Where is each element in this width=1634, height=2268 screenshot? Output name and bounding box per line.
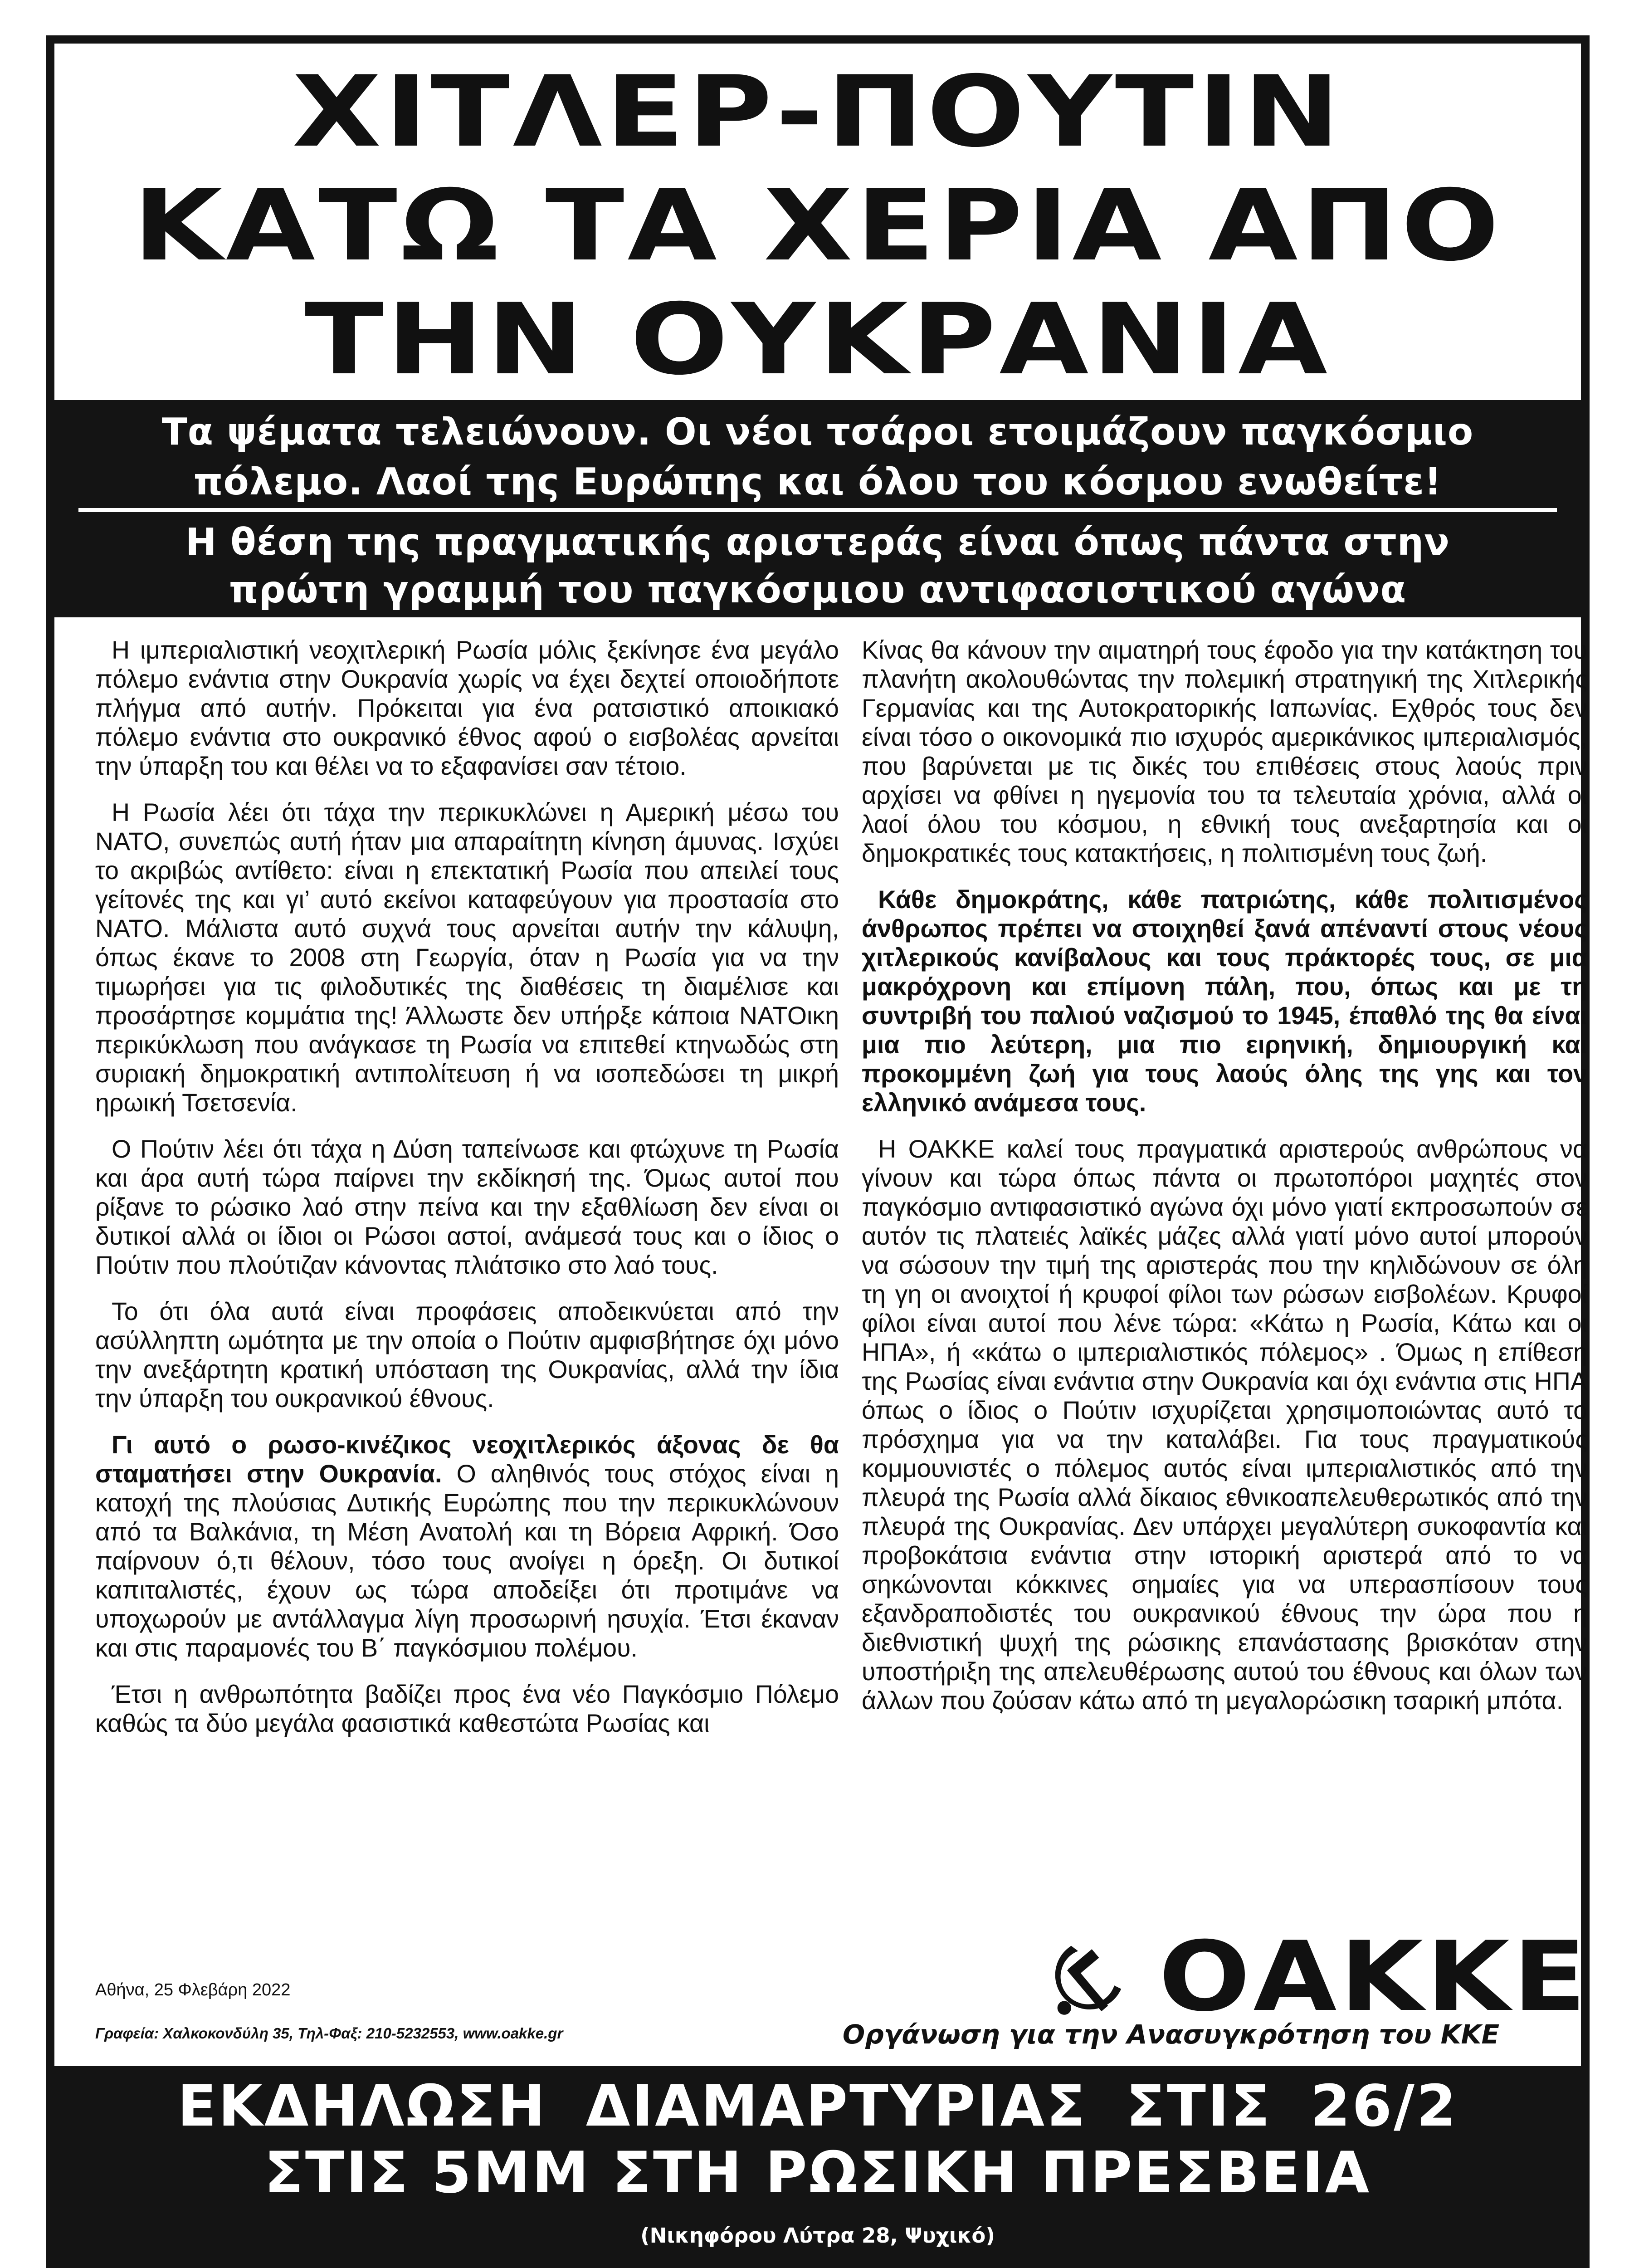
paragraph xyxy=(95,1430,839,1662)
paragraph: Η Ρωσία λέει ότι τάχα την περικυκλώνει η Αμερική μέσω του ΝΑΤΟ, συνεπώς αυτή ήταν μια απαραίτητη κίνηση άμυνας. Ισχύει το ακριβώς αντίθετο: είναι η επεκτατική Ρωσία που απειλεί τους γείτονές της και γι’ αυτό εκείνοι καταφεύγουν για προστασία στο ΝΑΤΟ. Μάλιστα αυτό συχνά τους αρνείται αυτήν την κάλυψη, όπως έκανε το 2008 στη Γεωργία, όταν η Ρωσία για να την τιμωρήσει για τις φιλοδυτικές της διαθέσεις τη διαμέλισε και προσάρτησε κομμάτια της! Άλλωστε δεν υπήρξε κάποια ΝΑΤΟικη περικύκλωση που ανάγκασε τη Ρωσία να επιτεθεί κτηνωδώς στη συριακή δημοκρατική αντιπολίτευση ή να ισοπεδώσει τη μικρή ηρωική Τσετσενία. xyxy=(95,798,839,1117)
left-column xyxy=(95,635,839,1755)
paragraph-text: Ο αληθινός τους στόχος είναι η κατοχή της πλούσιας Δυτικής Ευρώπης που την περικυκλώνουν από τα Βαλκάνια, τη Μέση Ανατολή και τη Βόρεια Αφρική. Όσο παίρνουν ό,τι θέλουν, τόσο τους ανοίγει η όρεξη. Οι δυτικοί καπιταλιστές, έχουν ως τώρα αποδείξει ότι προτιμάνε να υποχωρούν με αντάλλαγμα λίγη προσωρινή ησυχία. Έτσι έκαναν και στις παραμονές του Β΄ παγκόσμιου πολέμου. xyxy=(95,1460,839,1662)
subtitle-line-1: Τα ψέματα τελειώνουν. Οι νέοι τσάροι ετοιμάζουν παγκόσμιο xyxy=(161,411,1474,454)
event-line-2: ΣΤΙΣ 5ΜΜ ΣΤΗ ΡΩΣΙΚΗ ΠΡΕΣΒΕΙΑ xyxy=(264,2139,1371,2206)
contact-line: Γραφεία: Χαλκοκονδύλη 35, Τηλ-Φαξ: 210-5232553, www.oakke.gr xyxy=(95,2025,563,2042)
event-line-1: ΕΚΔΗΛΩΣΗ ΔΙΑΜΑΡΤΥΡΙΑΣ ΣΤΙΣ 26/2 xyxy=(177,2072,1458,2139)
article-body xyxy=(54,617,1590,2066)
headline-line-2: ΚΑΤΩ ΤΑ ΧΕΡΙΑ ΑΠΟ xyxy=(133,169,1502,283)
paragraph: Έτσι η ανθρωπότητα βαδίζει προς ένα νέο Παγκόσμιο Πόλεμο καθώς τα δύο μεγάλα φασιστικά καθεστώτα Ρωσίας και xyxy=(95,1680,839,1737)
paragraph: Η ιμπεριαλιστική νεοχιτλερική Ρωσία μόλις ξεκίνησε ένα μεγάλο πόλεμο ενάντια στην Ουκρανία χωρίς να έχει δεχτεί οποιοδήποτε πλήγμα από αυτήν. Πρόκειται για ένα ρατσιστικό αποικιακό πόλεμο ενάντια στο ουκρανικό έθνος αφού ο εισβολέας αρνείται την ύπαρξη του και θέλει να το εξαφανίσει σαν τέτοιο. xyxy=(95,636,839,780)
logo-tagline: Οργάνωση για την Ανασυγκρότηση του ΚΚΕ xyxy=(842,2019,1500,2050)
paragraph: Η ΟΑΚΚΕ καλεί τους πραγματικά αριστερούς ανθρώπους να γίνουν και τώρα όπως πάντα οι πρωτοπόροι μαχητές στον παγκόσμιο αντιφασιστικό αγώνα όχι μόνο γιατί εκπροσωπούν σε αυτόν τις πλατειές λαϊκές μάζες αλλά γιατί μόνο αυτοί μπορούν να σώσουν την τιμή της αριστεράς που την κηλιδώνουν σε όλη τη γη οι ανοιχτοί ή κρυφοί φίλοι των ρώσων εισβολέων. Κρυφοί φίλοι είναι αυτοί που λένε τώρα: «Κάτω η Ρωσία, Κάτω και οι ΗΠΑ», ή «κάτω ο ιμπεριαλιστικός πόλεμος» . Όμως η επίθεση της Ρωσίας είναι ενάντια στην Ουκρανία και όχι ενάντια στις ΗΠΑ όπως ο ίδιος ο Πούτιν ισχυρίζεται χρησιμοποιώντας αυτό το πρόσχημα για να την καταλάβει. Για τους πραγματικούς κομμουνιστές ο πόλεμος αυτός είναι ιμπεριαλιστικός από την πλευρά της Ρωσία αλλά δίκαιος εθνικοαπελευθερωτικός από την πλευρά της Ουκρανίας. Δεν υπάρχει μεγαλύτερη συκοφαντία και προβοκάτσια ενάντια στην ιστορική αριστερά από το να σηκώνονται κόκκινες σημαίες για να υπερασπίσουν τους εξανδραποδιστές του ουκρανικού έθνους την ώρα που η διεθνιστική ψυχή της ρώσικης επανάστασης βρισκόταν στην υποστήριξη της απελευθέρωσης αυτού του έθνους και όλων των άλλων που ζούσαν κάτω από τη μεγαλορώσικη τσαρική μπότα. xyxy=(862,1135,1587,1715)
subtitle-line-4: πρώτη γραμμή του παγκόσμιου αντιφασιστικού αγώνα xyxy=(229,568,1407,611)
event-address: (Νικηφόρου Λύτρα 28, Ψυχικό) xyxy=(640,2224,995,2248)
emphasis-text: Γι αυτό ο ρωσο-κινέζικος νεοχιτλερικός άξονας δε θα σταματήσει στην Ουκρανία. xyxy=(95,1431,839,1488)
oakke-logo xyxy=(1045,1921,1590,2033)
logo-wordmark: ΟΑΚΚΕ xyxy=(1159,1921,1590,2033)
date-line: Αθήνα, 25 Φλεβάρη 2022 xyxy=(95,1980,291,1999)
headline-box xyxy=(54,44,1581,400)
paragraph: Κίνας θα κάνουν την αιματηρή τους έφοδο για την κατάκτηση του πλανήτη ακολουθώντας την πολεμική στρατηγική της Χιτλερικής Γερμανίας και της Αυτοκρατορικής Ιαπωνίας. Εχθρός τους δεν είναι τόσο ο οικονομικά πιο ισχυρός αμερικάνικος ιμπεριαλισμός, που βαρύνεται με τις δικές του επιθέσεις στους λαούς πριν αρχίσει να φθίνει η ηγεμονία του τα τελευταία χρόνια, αλλά οι λαοί όλου του κόσμου, η εθνική τους ανεξαρτησία και οι δημοκρατικές τους κατακτήσεις, η πολιτισμένη τους ζωή. xyxy=(862,636,1587,867)
right-column xyxy=(862,635,1587,1732)
hammer-and-sickle-icon xyxy=(1045,1936,1132,2022)
paragraph: Ο Πούτιν λέει ότι τάχα η Δύση ταπείνωσε και φτώχυνε τη Ρωσία και άρα αυτή τώρα παίρνει την εκδίκησή της. Όμως αυτοί που ρίξανε το ρώσικο λαό στην πείνα και την εξαθλίωση δεν είναι οι δυτικοί αλλά οι ίδιοι οι Ρώσοι αστοί, ανάμεσά τους και ο ίδιος ο Πούτιν που πλούτιζαν κάνοντας πλιάτσικο στο λαό τους. xyxy=(95,1135,839,1279)
subtitle-divider xyxy=(78,508,1557,512)
headline-line-1: ΧΙΤΛΕΡ-ΠΟΥΤΙΝ xyxy=(292,55,1343,169)
headline-line-3: ΤΗΝ ΟΥΚΡΑΝΙΑ xyxy=(304,283,1331,396)
subtitle-line-2: πόλεμο. Λαοί της Ευρώπης και όλου του κόσμου ενωθείτε! xyxy=(193,460,1442,503)
paragraph: Το ότι όλα αυτά είναι προφάσεις αποδεικνύεται από την ασύλληπτη ωμότητα με την οποία ο Πούτιν αμφισβήτησε όχι μόνο την ανεξάρτητη κρατική υπόσταση της Ουκρανίας, αλλά την ίδια την ύπαρξη του ουκρανικού έθνους. xyxy=(95,1297,839,1413)
paragraph xyxy=(862,885,1587,1117)
poster-frame xyxy=(46,35,1590,2268)
emphasis-text: Κάθε δημοκράτης, κάθε πατριώτης, κάθε πολιτισμένος άνθρωπος πρέπει να στοιχηθεί ξανά απέναντί στους νέους χιτλερικούς κανίβαλους και τους πράκτορές τους, σε μια μακρόχρονη και επίμονη πάλη, που, όπως και με τη συντριβή του παλιού ναζισμού το 1945, έπαθλό της θα είναι μια πιο λεύτερη, μια πιο ειρηνική, δημιουργική και προκομμένη ζωή για τους λαούς όλης της γης και τον ελληνικό ανάμεσα τους. xyxy=(862,885,1587,1117)
subtitle-line-3: Η θέση της πραγματικής αριστεράς είναι όπως πάντα στην xyxy=(185,521,1450,564)
